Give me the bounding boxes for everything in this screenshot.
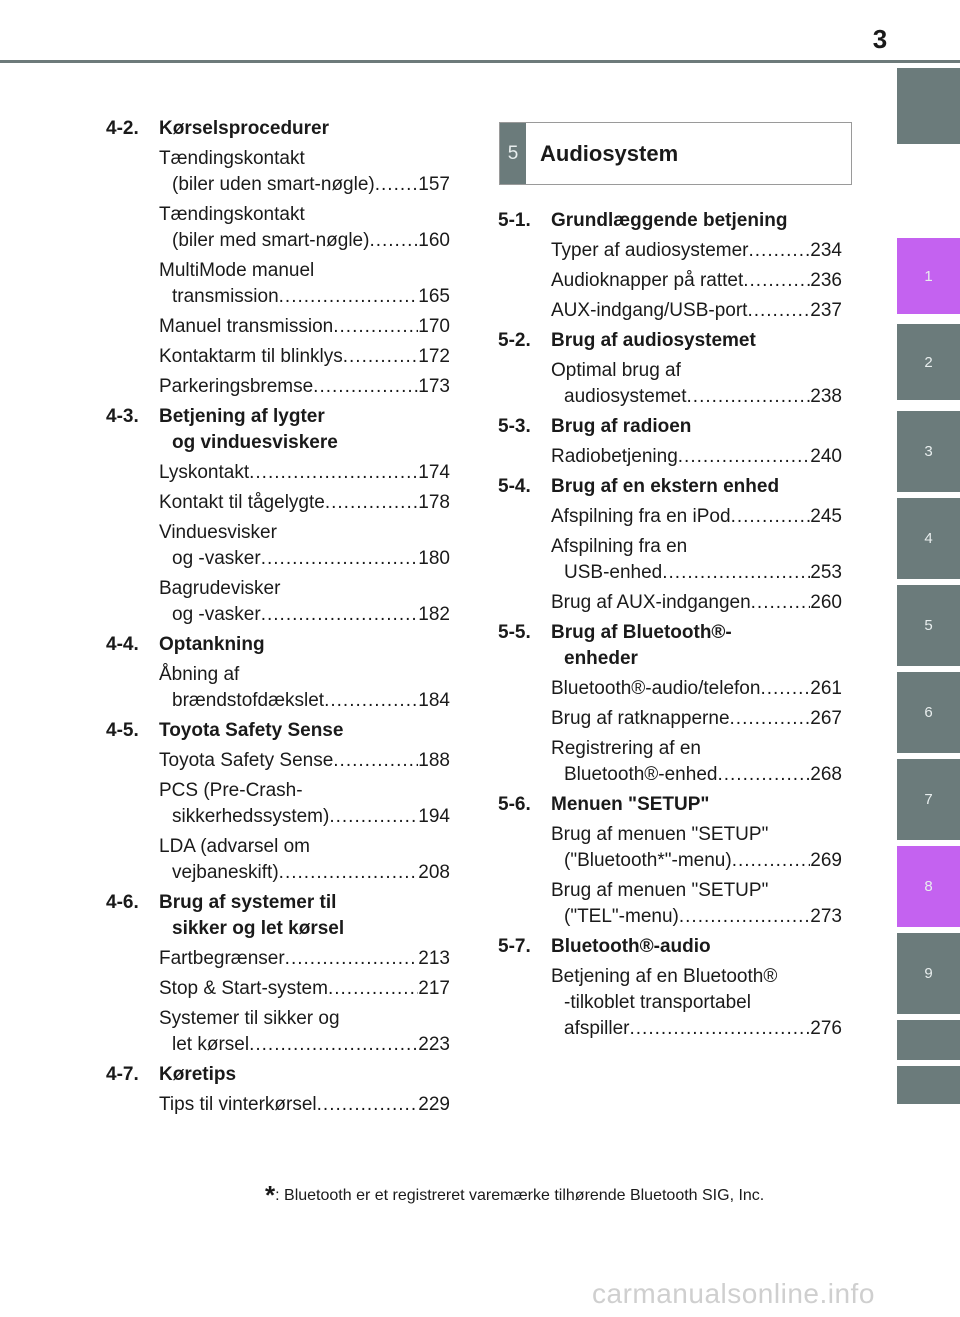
entry-line [551,676,842,702]
section-title [159,632,450,658]
watermark: carmanualsonline.info [592,1278,875,1309]
toc-section [498,328,842,410]
section-title-line: Grundlæggende betjening [551,210,788,231]
entry-text: Afspilning fra en iPod [551,506,731,527]
entry-line [551,904,842,930]
entry-text: audiosystemet [564,386,687,407]
section-number: 5-3. [498,416,531,437]
entry-text: Bagrudevisker [159,578,281,599]
section-title-line: sikker og let kørsel [172,918,345,939]
page-ref: 157 [418,174,450,195]
dot-leader [333,314,418,340]
entry-line [159,1092,450,1118]
toc-entry[interactable] [159,520,450,572]
footnote [265,1180,764,1211]
page-ref: 188 [418,750,450,771]
page-ref: 174 [418,462,450,483]
page-ref: 234 [810,240,842,261]
page-ref: 237 [810,300,842,321]
footnote-text: : Bluetooth er et registreret varemærke tilhørende Bluetooth SIG, Inc. [275,1187,765,1204]
section-title-line: Kørselsprocedurer [159,118,330,139]
section-title [551,792,842,818]
dot-leader [678,444,811,470]
entry-line [159,374,450,400]
page-ref: 208 [418,862,450,883]
entry-text: MultiMode manuel [159,260,315,281]
entry-text: og -vasker [172,548,261,569]
entry-text: Registrering af en [551,738,701,759]
dot-leader [279,860,419,886]
entry-line [551,268,842,294]
toc-right-column [498,208,842,1046]
section-number: 5-7. [498,936,531,957]
toc-entry[interactable] [159,460,450,486]
dot-leader [751,590,811,616]
entry-line [159,834,450,860]
entry-text: og -vasker [172,604,261,625]
toc-section [498,208,842,324]
section-title-line: Brug af systemer til [159,892,337,913]
entry-line [551,706,842,732]
chapter-tab-2[interactable]: 2 [897,324,960,400]
chapter-tab-blank-11[interactable] [897,1066,960,1104]
section-title [159,116,450,142]
toc-entry[interactable] [159,314,450,340]
page-ref: 178 [418,492,450,513]
dot-leader [629,1016,810,1042]
entry-line [159,202,450,228]
section-title-line: Brug af audiosystemet [551,330,756,351]
entry-line [159,1032,450,1058]
section-number: 4-2. [106,118,139,139]
entry-line [159,748,450,774]
entry-text: Kontakt til tågelygte [159,492,325,513]
page-ref: 180 [418,548,450,569]
entry-text: Tips til vinterkørsel [159,1094,317,1115]
toc-entry[interactable] [159,576,450,628]
page-ref: 273 [810,906,842,927]
section-title [551,620,842,672]
section-title [159,1062,450,1088]
dot-leader [329,804,418,830]
entry-line [159,662,450,688]
entry-line [551,590,842,616]
toc-entry[interactable] [159,662,450,714]
entry-text: afspiller [564,1018,630,1039]
page-ref: 223 [418,1034,450,1055]
entry-text: Systemer til sikker og [159,1008,340,1029]
entry-text: Vinduesvisker [159,522,277,543]
toc-entry[interactable] [551,736,842,788]
section-title [551,208,842,234]
dot-leader [313,374,418,400]
page-ref: 245 [810,506,842,527]
entry-text: Bluetooth®-audio/telefon [551,678,761,699]
entry-line [159,314,450,340]
entry-line [159,1006,450,1032]
toc-entry[interactable] [159,834,450,886]
entry-line [159,520,450,546]
footnote-mark: * [265,1180,276,1210]
dot-leader [679,904,810,930]
entry-line [551,878,842,904]
dot-leader [747,298,810,324]
chapter-tab-strip [897,0,960,1317]
entry-line [551,238,842,264]
toc-section [498,620,842,788]
section-title-line: Toyota Safety Sense [159,720,344,741]
entry-text: Typer af audiosystemer [551,240,749,261]
header-rule [0,60,960,63]
toc-section [498,474,842,616]
entry-line [159,546,450,572]
page-ref: 182 [418,604,450,625]
toc-entry[interactable] [159,976,450,1002]
dot-leader [279,284,419,310]
entry-text: vejbaneskift) [172,862,279,883]
section-title [159,890,450,942]
entry-text: ("Bluetooth*"-menu) [564,850,732,871]
entry-text: USB-enhed [564,562,663,583]
toc-section [498,792,842,930]
entry-text: let kørsel [172,1034,250,1055]
entry-line [159,172,450,198]
section-title [159,404,450,456]
entry-line [159,602,450,628]
entry-text: Stop & Start-system [159,978,328,999]
page-ref: 261 [810,678,842,699]
dot-leader [328,976,418,1002]
entry-text: Kontaktarm til blinklys [159,346,343,367]
toc-entry[interactable] [159,374,450,400]
dot-leader [731,504,811,530]
entry-text: (biler med smart-nøgle) [172,230,370,251]
toc-entry[interactable] [159,946,450,972]
entry-line [159,860,450,886]
entry-text: sikkerhedssystem) [172,806,330,827]
toc-section [106,890,450,1058]
entry-line [159,460,450,486]
section-title-line: Bluetooth®-audio [551,936,711,957]
dot-leader [748,238,810,264]
page-ref: 267 [810,708,842,729]
dot-leader [324,688,418,714]
chapter-tab-6[interactable]: 6 [897,672,960,753]
entry-text: PCS (Pre-Crash- [159,780,303,801]
page-ref: 238 [810,386,842,407]
toc-entry[interactable] [551,358,842,410]
toc-entry[interactable] [159,202,450,254]
entry-text: ("TEL"-menu) [564,906,679,927]
dot-leader [717,762,810,788]
page-ref: 229 [418,1094,450,1115]
toc-entry[interactable] [551,504,842,530]
section-number: 5-5. [498,622,531,643]
entry-line [551,534,842,560]
section-title [551,414,842,440]
entry-line [551,848,842,874]
toc-entry[interactable] [159,1092,450,1118]
chapter-tab-blank-0[interactable] [897,68,960,144]
entry-text: Tændingskontakt [159,204,305,225]
entry-text: Audioknapper på rattet [551,270,744,291]
entry-line [159,688,450,714]
entry-line [159,778,450,804]
section-title-line: Brug af en ekstern enhed [551,476,780,497]
page-ref: 253 [810,562,842,583]
entry-line [551,736,842,762]
page-ref: 240 [810,446,842,467]
entry-text: Parkeringsbremse [159,376,314,397]
section-title-line: Brug af radioen [551,416,692,437]
entry-text: Afspilning fra en [551,536,688,557]
chapter-tab-8[interactable]: 8 [897,846,960,927]
section-title [159,718,450,744]
toc-left-column [106,116,450,1122]
toc-entry[interactable] [551,676,842,702]
toc-entry[interactable] [551,964,842,1042]
page-ref: 184 [418,690,450,711]
toc-section [106,404,450,628]
chapter-tab-7[interactable]: 7 [897,759,960,840]
page-ref: 165 [418,286,450,307]
entry-line [159,490,450,516]
page-ref: 170 [418,316,450,337]
entry-line [551,990,842,1016]
section-number: 4-7. [106,1064,139,1085]
chapter-title: Audiosystem [540,140,679,166]
entry-text: Åbning af [159,664,240,685]
dot-leader [730,706,811,732]
chapter-tab-blank-10[interactable] [897,1020,960,1060]
page-ref: 269 [810,850,842,871]
toc-entry[interactable] [159,344,450,370]
entry-text: Radiobetjening [551,446,678,467]
chapter-tab-5[interactable]: 5 [897,585,960,666]
dot-leader [261,546,419,572]
section-number: 5-4. [498,476,531,497]
entry-line [551,762,842,788]
entry-line [551,964,842,990]
entry-text: Betjening af en Bluetooth® [551,966,778,987]
page-ref: 160 [418,230,450,251]
toc-entry[interactable] [551,534,842,586]
entry-line [159,146,450,172]
section-title [551,328,842,354]
toc-entry[interactable] [159,258,450,310]
section-number: 4-6. [106,892,139,913]
toc-entry[interactable] [551,298,842,324]
toc-entry[interactable] [551,444,842,470]
section-number: 5-2. [498,330,531,351]
entry-line [551,560,842,586]
entry-text: Brug af menuen "SETUP" [551,824,769,845]
section-title-line: Brug af Bluetooth®- [551,622,732,643]
entry-line [551,384,842,410]
toc-section [106,1062,450,1118]
toc-entry[interactable] [159,1006,450,1058]
toc-entry[interactable] [551,268,842,294]
entry-line [159,804,450,830]
dot-leader [687,384,811,410]
entry-text: Lyskontakt [159,462,250,483]
entry-text: (biler uden smart-nøgle) [172,174,375,195]
entry-line [159,284,450,310]
section-title-line: Optankning [159,634,265,655]
toc-entry[interactable] [159,146,450,198]
section-title-line: Betjening af lygter [159,406,325,427]
entry-text: Manuel transmission [159,316,334,337]
dot-leader [249,460,418,486]
section-number: 5-6. [498,794,531,815]
chapter-tab-1[interactable]: 1 [897,238,960,314]
page-ref: 173 [418,376,450,397]
entry-text: transmission [172,286,279,307]
section-number: 4-3. [106,406,139,427]
chapter-tab-3[interactable]: 3 [897,411,960,492]
entry-line [159,576,450,602]
section-number: 4-5. [106,720,139,741]
toc-entry[interactable] [551,822,842,874]
page-ref: 194 [418,806,450,827]
toc-section [498,414,842,470]
dot-leader [249,1032,418,1058]
toc-entry[interactable] [159,778,450,830]
section-title-line: og vinduesviskere [172,432,338,453]
entry-text: Bluetooth®-enhed [564,764,718,785]
entry-line [159,258,450,284]
entry-line [551,444,842,470]
toc-entry[interactable] [551,878,842,930]
entry-text: Fartbegrænser [159,948,285,969]
page-ref: 276 [810,1018,842,1039]
dot-leader [285,946,419,972]
entry-text: Brug af menuen "SETUP" [551,880,769,901]
entry-line [551,1016,842,1042]
section-title [551,934,842,960]
page-ref: 213 [418,948,450,969]
chapter-tab-9[interactable]: 9 [897,933,960,1014]
dot-leader [343,344,419,370]
entry-text: AUX-indgang/USB-port [551,300,748,321]
section-title-line: Køretips [159,1064,237,1085]
entry-text: Brug af ratknapperne [551,708,730,729]
entry-text: brændstofdækslet [172,690,325,711]
dot-leader [317,1092,419,1118]
dot-leader [333,748,418,774]
page-ref: 172 [418,346,450,367]
dot-leader [261,602,419,628]
chapter-header [499,122,852,185]
entry-line [159,946,450,972]
entry-text: Toyota Safety Sense [159,750,334,771]
entry-text: Tændingskontakt [159,148,305,169]
page-ref: 260 [810,592,842,613]
dot-leader [325,490,418,516]
section-title-line: Menuen "SETUP" [551,794,710,815]
dot-leader [369,228,418,254]
dot-leader [743,268,810,294]
page-ref: 236 [810,270,842,291]
section-title-line: enheder [564,648,638,669]
dot-leader [760,676,810,702]
chapter-number: 5 [500,123,526,184]
page-ref: 217 [418,978,450,999]
page-number: 3 [872,24,888,54]
toc-section [498,934,842,1042]
entry-text: LDA (advarsel om [159,836,311,857]
section-number: 4-4. [106,634,139,655]
entry-text: Brug af AUX-indgangen [551,592,751,613]
toc-entry[interactable] [159,748,450,774]
page-ref: 268 [810,764,842,785]
toc-section [106,718,450,886]
dot-leader [732,848,811,874]
entry-text: -tilkoblet transportabel [564,992,751,1013]
dot-leader [375,172,419,198]
entry-line [159,228,450,254]
entry-line [551,504,842,530]
entry-line [159,976,450,1002]
entry-line [551,822,842,848]
toc-entry[interactable] [551,238,842,264]
toc-section [106,632,450,714]
toc-section [106,116,450,400]
entry-line [159,344,450,370]
section-number: 5-1. [498,210,531,231]
entry-line [551,358,842,384]
dot-leader [662,560,810,586]
entry-text: Optimal brug af [551,360,681,381]
toc-entry[interactable] [551,590,842,616]
toc-entry[interactable] [551,706,842,732]
chapter-tab-4[interactable]: 4 [897,498,960,579]
toc-entry[interactable] [159,490,450,516]
entry-line [551,298,842,324]
section-title [551,474,842,500]
